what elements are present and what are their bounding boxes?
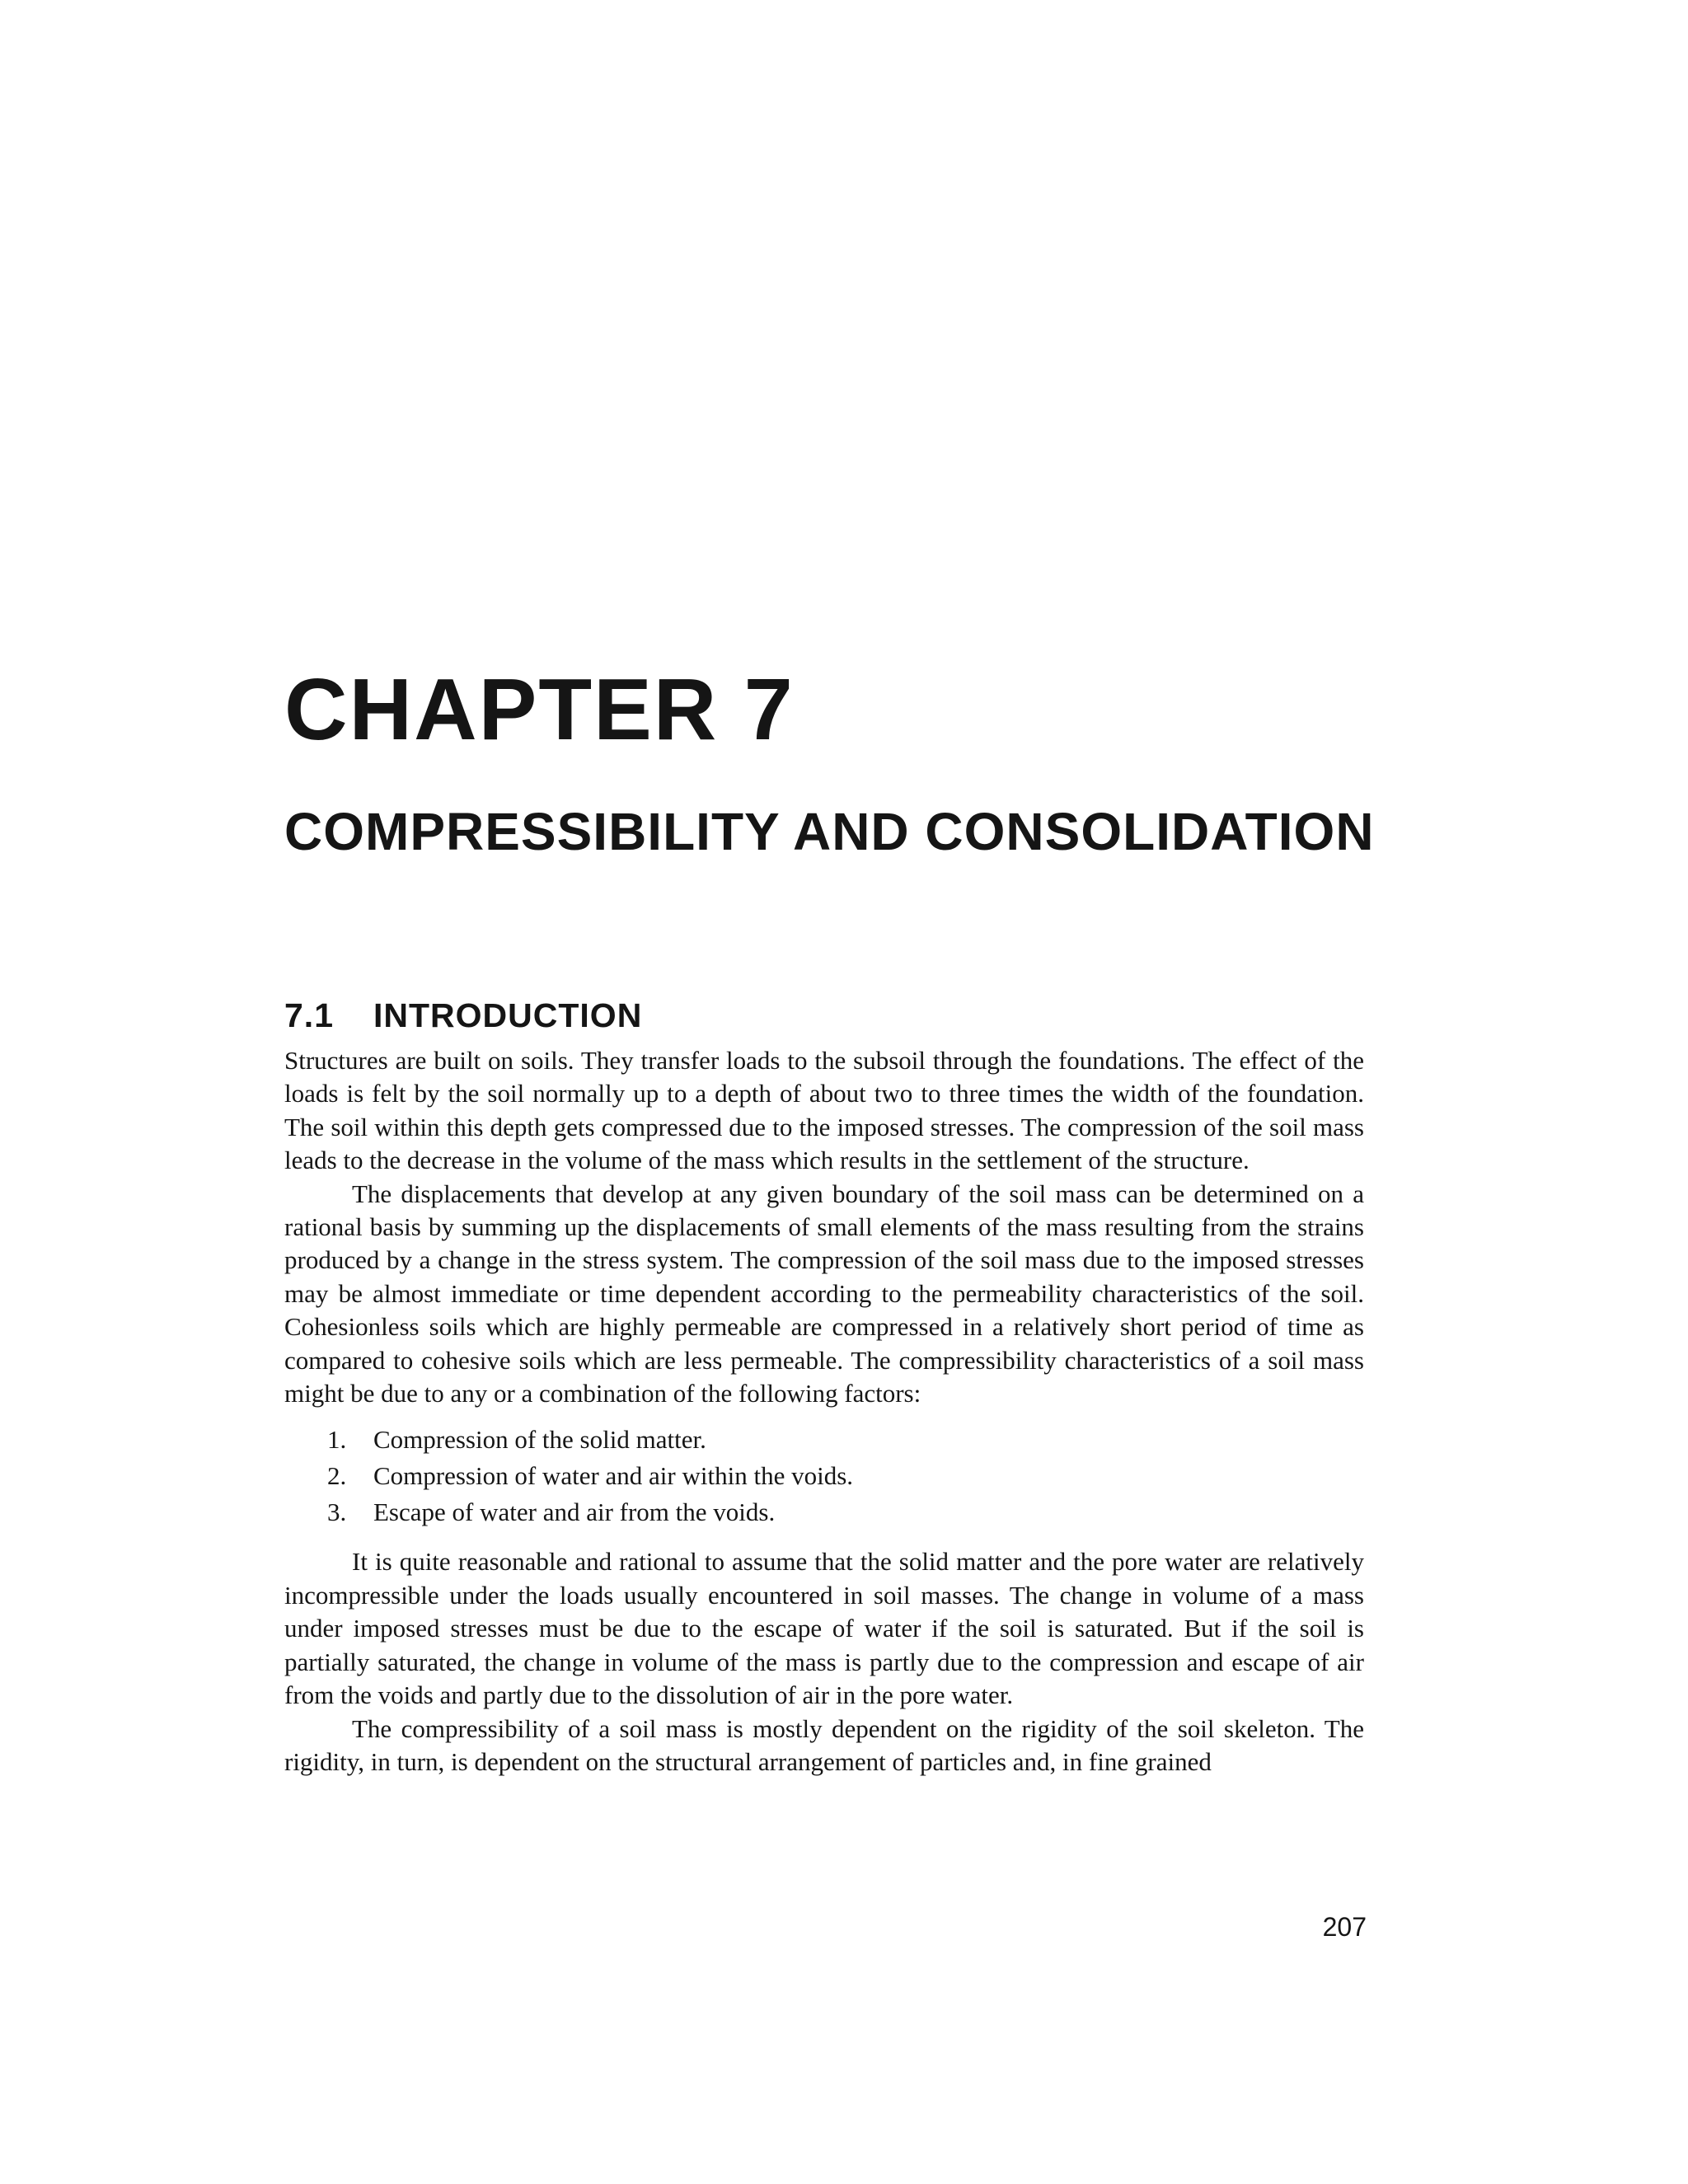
factor-text: Compression of the solid matter. <box>373 1425 706 1455</box>
section-title: INTRODUCTION <box>373 996 643 1034</box>
paragraph-2: The displacements that develop at any given boundary of the soil mass can be determined on a rational basis by summing up the displacements of small elements of the mass resulting from the strains produced by a change in the stress system. The compression of the soil mass due to the imposed stresses may be almost immediate or time dependent according to the permeability characteristics of the soil. Cohesionless soils which are highly permeable are compressed in a relatively short period of time as compared to cohesive soils which are less permeable. The compressibility characteristics of a soil mass might be due to any or a combination of the following factors: <box>284 1179 1364 1408</box>
factor-number: 1. <box>327 1425 347 1455</box>
chapter-label: CHAPTER 7 <box>284 661 795 758</box>
factor-list <box>284 1422 1364 1530</box>
factor-item <box>284 1422 1364 1458</box>
factor-item <box>284 1494 1364 1530</box>
factor-number: 3. <box>327 1497 347 1527</box>
page-number: 207 <box>1322 1912 1367 1942</box>
factor-text: Compression of water and air within the voids. <box>373 1461 854 1491</box>
section-heading <box>284 996 643 1034</box>
factor-number: 2. <box>327 1461 347 1491</box>
factor-text: Escape of water and air from the voids. <box>373 1497 776 1527</box>
section-number: 7.1 <box>284 996 334 1034</box>
paragraph-4: The compressibility of a soil mass is mostly dependent on the rigidity of the soil skeleton. The rigidity, in turn, is dependent on the structural arrangement of particles and, in fine grained <box>284 1713 1364 1776</box>
body-text <box>284 1044 1364 1779</box>
paragraph-3: It is quite reasonable and rational to assume that the solid matter and the pore water are relatively incompressible under the loads usually encountered in soil masses. The change in volume of a mass under imposed stresses must be due to the escape of water if the soil is saturated. But if the soil is partially saturated, the change in volume of the mass is partly due to the compression and escape of air from the voids and partly due to the dissolution of air in the pore water. <box>284 1547 1364 1710</box>
factor-item <box>284 1458 1364 1494</box>
chapter-title: COMPRESSIBILITY AND CONSOLIDATION <box>284 802 1375 861</box>
paragraph-1: Structures are built on soils. They transfer loads to the subsoil through the foundations. The effect of the loads is felt by the soil normally up to a depth of about two to three times the width of the foundation. The soil within this depth gets compressed due to the imposed stresses. The compression of the soil mass leads to the decrease in the volume of the mass which results in the settlement of the structure. <box>284 1046 1364 1175</box>
